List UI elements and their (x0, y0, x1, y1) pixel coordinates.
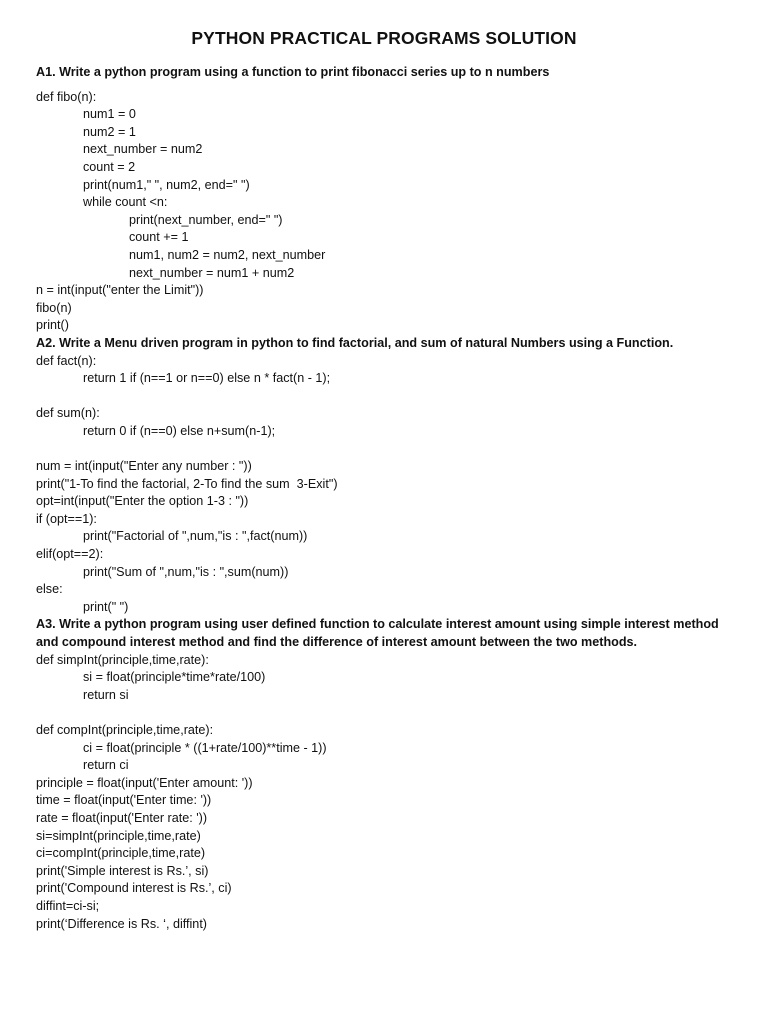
code-line: fibo(n) (36, 300, 72, 315)
code-line: time = float(input('Enter time: ')) (36, 793, 212, 808)
code-line: print('Simple interest is Rs.’, si) (36, 863, 209, 878)
code-line: principle = float(input('Enter amount: ')) (36, 775, 253, 790)
code-line: def simpInt(principle,time,rate): (36, 652, 209, 667)
code-line: return ci (83, 758, 129, 773)
code-line: def fact(n): (36, 353, 97, 368)
code-line: si = float(principle*time*rate/100) (83, 670, 266, 685)
code-line: print(next_number, end=" ") (129, 212, 283, 227)
code-line: if (opt==1): (36, 511, 97, 526)
code-block-a3 (36, 652, 744, 934)
code-line: def compInt(principle,time,rate): (36, 722, 214, 737)
page-title: PYTHON PRACTICAL PROGRAMS SOLUTION (191, 28, 577, 48)
question-heading-a1: A1. Write a python program using a function to print fibonacci series up to n numbers (36, 65, 550, 79)
question-heading-a2: A2. Write a Menu driven program in python to find factorial, and sum of natural Numbers using a Function. (36, 335, 674, 350)
code-line: return 0 if (n==0) else n+sum(n-1); (83, 423, 276, 438)
code-line: diffint=ci-si; (36, 898, 100, 913)
code-line: elif(opt==2): (36, 547, 104, 562)
blank-line (36, 440, 744, 458)
question-heading-a3: A3. Write a python program using user defined function to calculate interest amount using simple interest method and compound interest method and find the difference of interest amount between the two methods. (36, 617, 719, 649)
code-line: print("1-To find the factorial, 2-To find the sum 3-Exit") (36, 476, 338, 491)
blank-line (36, 388, 744, 406)
code-line: else: (36, 582, 63, 597)
code-line: print("Factorial of ",num,"is : ",fact(num)) (83, 529, 308, 544)
code-block-a2 (36, 353, 744, 617)
code-line: while count <n: (83, 195, 168, 210)
document-body (36, 60, 744, 933)
code-line: print(" ") (83, 599, 129, 614)
code-block-a1 (36, 89, 744, 335)
code-line: n = int(input("enter the Limit")) (36, 283, 204, 298)
code-line: next_number = num2 (83, 142, 203, 157)
code-line: count += 1 (129, 230, 189, 245)
code-line: ci = float(principle * ((1+rate/100)**time - 1)) (83, 740, 327, 755)
code-line: opt=int(input("Enter the option 1-3 : ")) (36, 494, 249, 509)
blank-line (36, 704, 744, 722)
code-line: def fibo(n): (36, 89, 97, 104)
code-line: print('Compound interest is Rs.’, ci) (36, 881, 232, 896)
code-line: rate = float(input('Enter rate: ')) (36, 810, 208, 825)
code-line: return si (83, 687, 129, 702)
code-line: print(num1," ", num2, end=" ") (83, 177, 250, 192)
code-line: count = 2 (83, 159, 136, 174)
code-line: def sum(n): (36, 406, 100, 421)
code-line: num = int(input("Enter any number : ")) (36, 459, 252, 474)
code-line: next_number = num1 + num2 (129, 265, 295, 280)
code-line: print(‘Difference is Rs. ‘, diffint) (36, 916, 208, 931)
code-line: si=simpInt(principle,time,rate) (36, 828, 201, 843)
code-line: print() (36, 318, 69, 333)
code-line: num1, num2 = num2, next_number (129, 247, 326, 262)
code-line: num2 = 1 (83, 124, 136, 139)
code-line: print("Sum of ",num,"is : ",sum(num)) (83, 564, 289, 579)
code-line: num1 = 0 (83, 107, 136, 122)
code-line: return 1 if (n==1 or n==0) else n * fact(n - 1); (83, 371, 331, 386)
code-line: ci=compInt(principle,time,rate) (36, 846, 206, 861)
